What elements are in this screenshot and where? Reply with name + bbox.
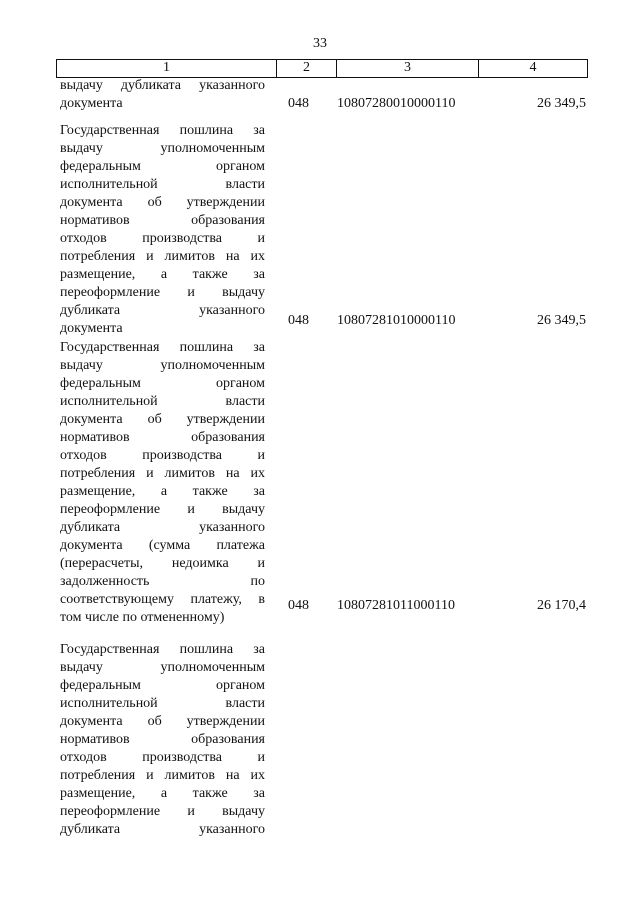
row-description (60, 339, 265, 627)
description-line: размещение, а также за (60, 484, 265, 499)
description-line: переоформление и выдачу (60, 502, 265, 517)
description-line: отходов производства и (60, 448, 265, 463)
description-line: нормативов образования (60, 213, 265, 228)
page-number: 33 (313, 36, 327, 51)
description-line: Государственная пошлина за (60, 123, 265, 138)
description-line: размещение, а также за (60, 786, 265, 801)
row-description (60, 77, 265, 113)
kbk-code: 10807281010000110 (337, 313, 456, 328)
kbk-code: 10807280010000110 (337, 96, 456, 111)
description-line: исполнительной власти (60, 394, 265, 409)
description-line: выдачу уполномоченным (60, 358, 265, 373)
description-line: переоформление и выдачу (60, 804, 265, 819)
description-line: дубликата указанного (60, 520, 265, 535)
description-line: задолженность по (60, 574, 265, 589)
description-line: выдачу уполномоченным (60, 141, 265, 156)
description-line: размещение, а также за (60, 267, 265, 282)
description-line: потребления и лимитов на их (60, 466, 265, 481)
admin-code: 048 (288, 96, 309, 111)
row-description (60, 641, 265, 839)
header-col-3: 3 (337, 60, 479, 77)
description-line: документа (60, 321, 123, 336)
description-line: нормативов образования (60, 430, 265, 445)
description-line: исполнительной власти (60, 177, 265, 192)
description-line: документа об утверждении (60, 195, 265, 210)
description-line: нормативов образования (60, 732, 265, 747)
description-line: том числе по отмененному) (60, 610, 225, 625)
description-line: переоформление и выдачу (60, 285, 265, 300)
description-line: (перерасчеты, недоимка и (60, 556, 265, 571)
description-line: потребления и лимитов на их (60, 249, 265, 264)
description-line: дубликата указанного (60, 822, 265, 837)
amount: 26 170,4 (537, 598, 586, 613)
description-line: документа (60, 96, 123, 111)
description-line: федеральным органом (60, 159, 265, 174)
description-line: отходов производства и (60, 231, 265, 246)
header-col-4: 4 (529, 60, 537, 75)
header-col-2: 2 (277, 60, 337, 77)
description-line: документа об утверждении (60, 714, 265, 729)
description-line: потребления и лимитов на их (60, 768, 265, 783)
description-line: федеральным органом (60, 678, 265, 693)
description-line: выдачу дубликата указанного (60, 78, 265, 93)
description-line: документа (сумма платежа (60, 538, 265, 553)
admin-code: 048 (288, 598, 309, 613)
description-line: соответствующему платежу, в (60, 592, 265, 607)
row-description (60, 122, 265, 338)
description-line: выдачу уполномоченным (60, 660, 265, 675)
table-header (56, 59, 588, 78)
description-line: исполнительной власти (60, 696, 265, 711)
header-col-1: 1 (57, 60, 277, 77)
admin-code: 048 (288, 313, 309, 328)
description-line: документа об утверждении (60, 412, 265, 427)
description-line: Государственная пошлина за (60, 642, 265, 657)
amount: 26 349,5 (537, 313, 586, 328)
amount: 26 349,5 (537, 96, 586, 111)
description-line: дубликата указанного (60, 303, 265, 318)
kbk-code: 10807281011000110 (337, 598, 455, 613)
description-line: федеральным органом (60, 376, 265, 391)
description-line: Государственная пошлина за (60, 340, 265, 355)
description-line: отходов производства и (60, 750, 265, 765)
